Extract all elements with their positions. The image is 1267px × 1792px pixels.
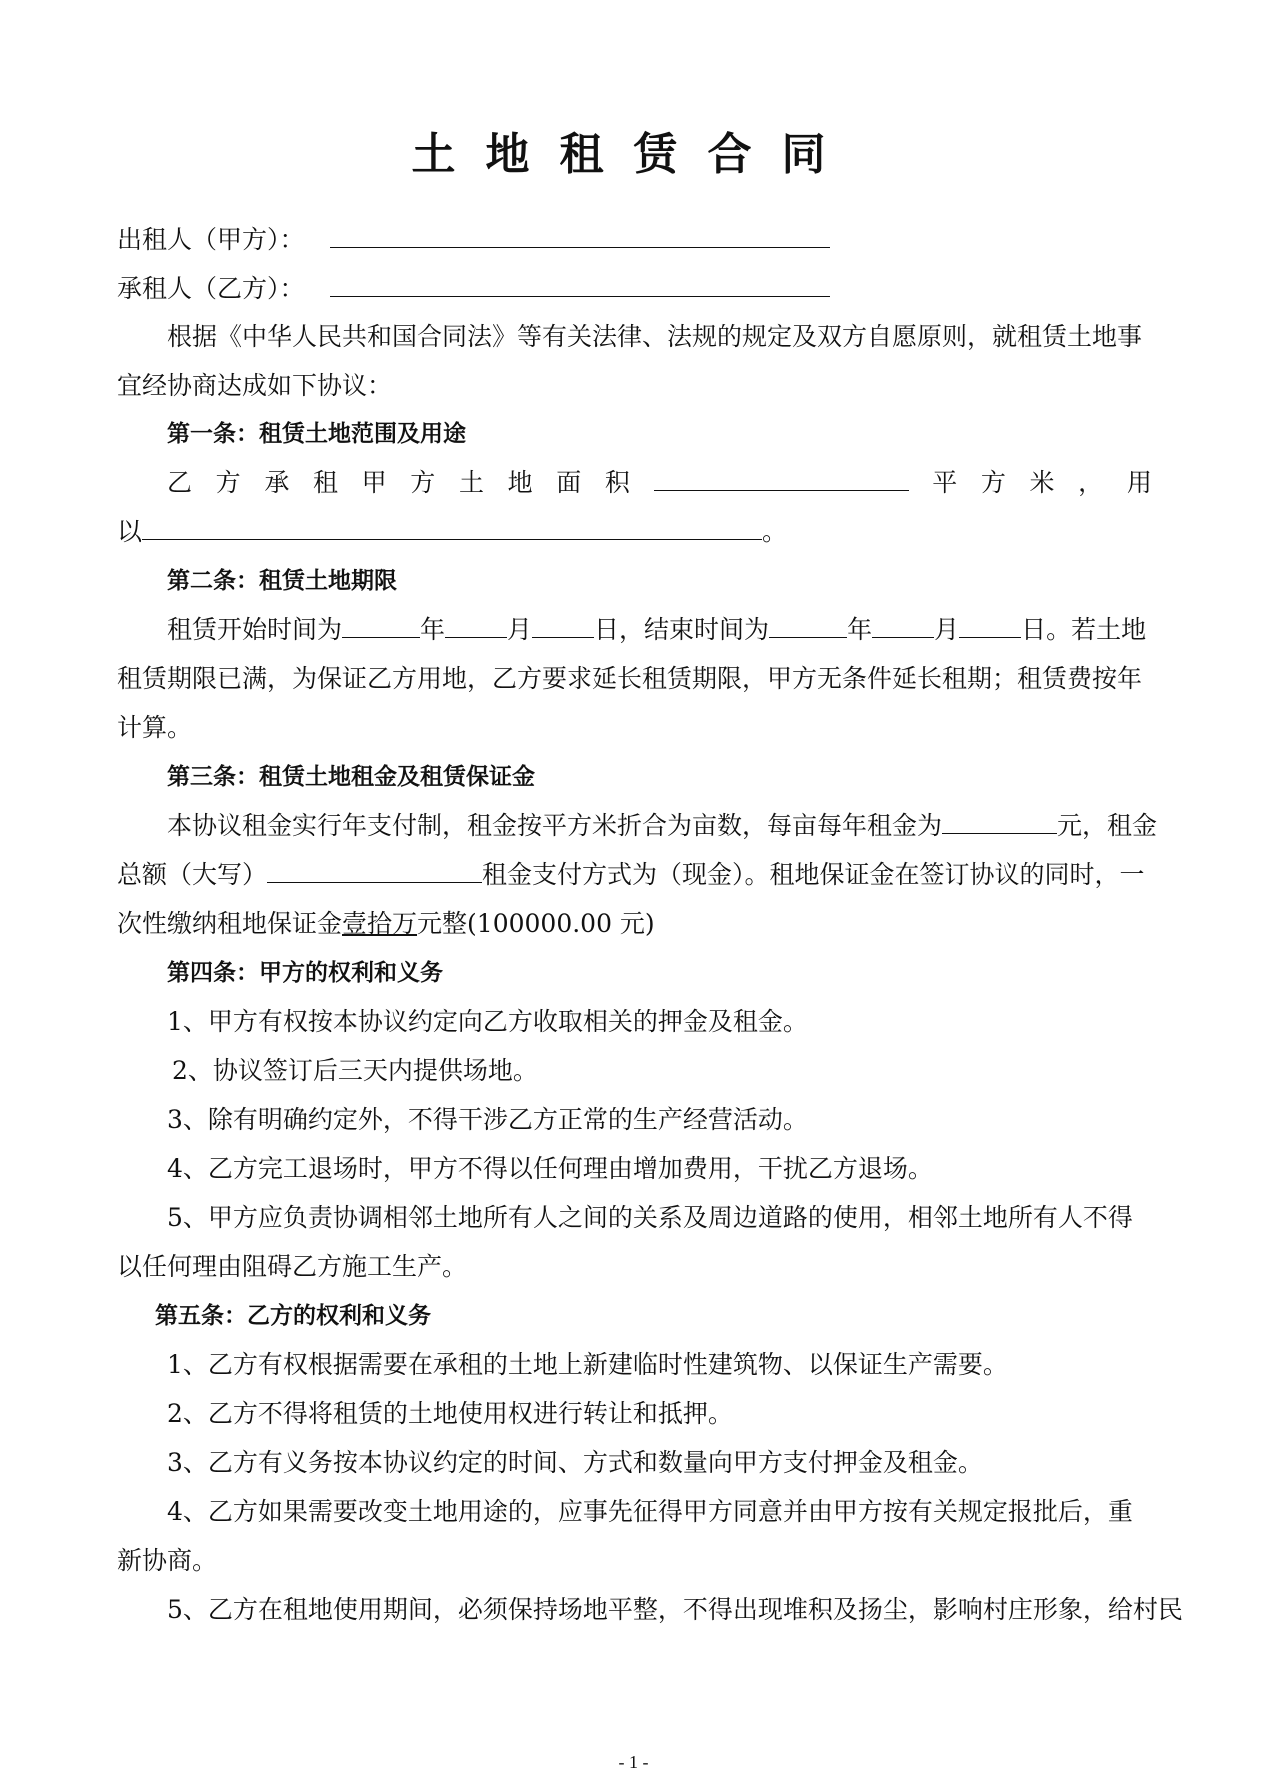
- article-4-item: 1、甲方有权按本协议约定向乙方收取相关的押金及租金。: [167, 1007, 808, 1036]
- a1-char: 承: [264, 468, 290, 497]
- end-day-blank[interactable]: [959, 615, 1021, 638]
- article-5-item: 1、乙方有权根据需要在承租的土地上新建临时性建筑物、以保证生产需要。: [167, 1350, 1008, 1379]
- a1-char: 租: [312, 468, 338, 497]
- a3-text: 元，租金: [1057, 811, 1158, 840]
- a3-text: 总额（大写）: [117, 860, 268, 889]
- article-5-item: 2、乙方不得将租赁的土地使用权进行转让和抵押。: [167, 1399, 733, 1428]
- a2-text: 年: [420, 615, 446, 644]
- a1-char: 土: [458, 468, 484, 497]
- a2-text: 月: [507, 615, 533, 644]
- article-5-item-cont: 新协商。: [117, 1546, 218, 1575]
- rent-per-mu-blank[interactable]: [942, 811, 1057, 834]
- a1-char: 积: [604, 468, 630, 497]
- article-4-item: 4、乙方完工退场时，甲方不得以任何理由增加费用，干扰乙方退场。: [167, 1154, 933, 1183]
- article-5-item: 3、乙方有义务按本协议约定的时间、方式和数量向甲方支付押金及租金。: [167, 1448, 983, 1477]
- intro-line-2: 宜经协商达成如下协议：: [117, 371, 393, 400]
- article-1-heading: 第一条：租赁土地范围及用途: [167, 421, 466, 447]
- article-1-line-2: [117, 517, 1152, 547]
- a1-char: 乙: [167, 468, 193, 497]
- a1-char: 方: [410, 468, 436, 497]
- article-4-item-cont: 以任何理由阻碍乙方施工生产。: [117, 1252, 468, 1281]
- article-3-line-3: [117, 909, 1152, 939]
- article-2-line-2: 租赁期限已满，为保证乙方用地，乙方要求延长租赁期限，甲方无条件延长租期；租赁费按年: [117, 664, 1143, 693]
- a2-text: 日，结束时间为: [594, 615, 770, 644]
- usage-blank[interactable]: [142, 517, 762, 540]
- article-3-line-1: [167, 811, 1158, 841]
- article-4-item: 5、甲方应负责协调相邻土地所有人之间的关系及周边道路的使用，相邻土地所有人不得: [167, 1203, 1133, 1232]
- article-4-item: 2、协议签订后三天内提供场地。: [172, 1056, 538, 1085]
- a1-char: 甲: [361, 468, 387, 497]
- area-blank[interactable]: [654, 468, 909, 491]
- a1-char: 地: [507, 468, 533, 497]
- article-2-line-1: [167, 615, 1152, 645]
- a1-char: 方: [215, 468, 241, 497]
- a1-char: 方: [980, 468, 1006, 497]
- a1-char: 面: [556, 468, 582, 497]
- a1-end: 。: [762, 517, 788, 546]
- article-5-item: 4、乙方如果需要改变土地用途的，应事先征得甲方同意并由甲方按有关规定报批后，重: [167, 1497, 1133, 1526]
- document-title: 土地租赁合同: [411, 129, 856, 180]
- party-a-line: [117, 225, 1152, 255]
- end-month-blank[interactable]: [872, 615, 934, 638]
- intro-line-1: 根据《中华人民共和国合同法》等有关法律、法规的规定及双方自愿原则，就租赁土地事: [167, 322, 1143, 351]
- article-4-item: 3、除有明确约定外，不得干涉乙方正常的生产经营活动。: [167, 1105, 808, 1134]
- deposit-amount-underlined: 壹拾万: [342, 909, 418, 938]
- a1-char: 平: [932, 468, 958, 497]
- a1-prefix: 以: [117, 517, 143, 546]
- article-5-heading: 第五条：乙方的权利和义务: [155, 1303, 431, 1329]
- a2-text: 日。若土地: [1021, 615, 1147, 644]
- a3-text: 租金支付方式为（现金）。租地保证金在签订协议的同时，一: [482, 860, 1145, 889]
- party-a-label: 出租人（甲方）：: [117, 225, 305, 254]
- a1-char: ，: [1078, 468, 1104, 497]
- a3-text: 本协议租金实行年支付制，租金按平方米折合为亩数，每亩每年租金为: [167, 811, 943, 840]
- party-a-blank[interactable]: [330, 225, 830, 248]
- party-b-line: [117, 274, 1152, 304]
- a3-text: 元整(100000.00 元): [417, 909, 655, 938]
- article-2-line-3: 计算。: [117, 713, 193, 742]
- a1-char: 用: [1126, 468, 1152, 497]
- a1-char: 米: [1029, 468, 1055, 497]
- article-5-item: 5、乙方在租地使用期间，必须保持场地平整，不得出现堆积及扬尘，影响村庄形象，给村民: [167, 1595, 1183, 1624]
- total-rent-blank[interactable]: [267, 860, 482, 883]
- page-number: - 1 -: [618, 1752, 649, 1772]
- party-b-blank[interactable]: [330, 274, 830, 297]
- a2-text: 年: [847, 615, 873, 644]
- article-1-line-1: [167, 468, 1152, 498]
- article-3-heading: 第三条：租赁土地租金及租赁保证金: [167, 764, 535, 790]
- party-b-label: 承租人（乙方）：: [117, 274, 305, 303]
- start-day-blank[interactable]: [532, 615, 594, 638]
- a3-text: 次性缴纳租地保证金: [117, 909, 343, 938]
- article-2-heading: 第二条：租赁土地期限: [167, 568, 397, 594]
- article-4-heading: 第四条：甲方的权利和义务: [167, 960, 443, 986]
- a2-text: 月: [934, 615, 960, 644]
- end-year-blank[interactable]: [769, 615, 847, 638]
- article-3-line-2: [117, 860, 1152, 890]
- start-year-blank[interactable]: [342, 615, 420, 638]
- start-month-blank[interactable]: [445, 615, 507, 638]
- a2-text: 租赁开始时间为: [167, 615, 343, 644]
